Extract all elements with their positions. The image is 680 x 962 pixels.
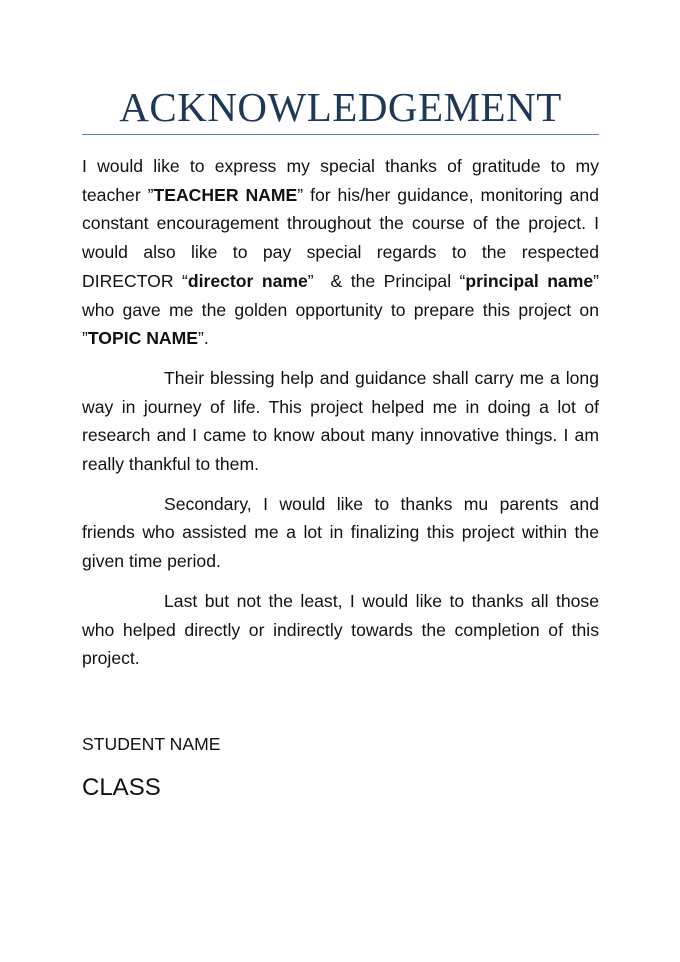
paragraph-closing: Last but not the least, I would like to thanks all those who helped directly or indirectly towards the completion of this project. xyxy=(82,590,599,669)
paragraph-blessing: Their blessing help and guidance shall carry me a long way in journey of life. This project helped me in doing a lot of research and I came to know about many innovative things. I am really thankful to them. xyxy=(82,367,599,475)
paragraph-parents-friends: Secondary, I would like to thanks mu parents and friends who assisted me a lot in finalizing this project within the given time period. xyxy=(82,493,599,572)
paragraph-gratitude xyxy=(82,152,599,353)
paragraph1-text-1: I would like to express my special thanks of gratitude to my teacher ” xyxy=(82,156,599,205)
teacher-name-placeholder: TEACHER NAME xyxy=(153,184,298,205)
title-underline-divider xyxy=(82,134,599,135)
acknowledgement-body xyxy=(82,152,599,684)
page-title: ACKNOWLEDGEMENT xyxy=(119,84,562,130)
paragraph1-text-4: ” who gave me the golden opportunity to prepare this project on ” xyxy=(82,270,600,349)
paragraph1-text-5: ”. xyxy=(198,328,209,349)
class-label: CLASS xyxy=(82,774,161,801)
topic-name-placeholder: TOPIC NAME xyxy=(87,328,198,349)
student-name-label: STUDENT NAME xyxy=(82,734,221,754)
paragraph1-text-3: ” & the Principal “ xyxy=(307,270,466,291)
director-name-placeholder: director name xyxy=(187,270,308,291)
paragraph1-text-2: ” for his/her guidance, monitoring and constant encouragement throughout the course of the project. I would also like to pay special regards to the respected DIRECTOR “ xyxy=(82,184,599,291)
principal-name-placeholder: principal name xyxy=(465,270,594,291)
